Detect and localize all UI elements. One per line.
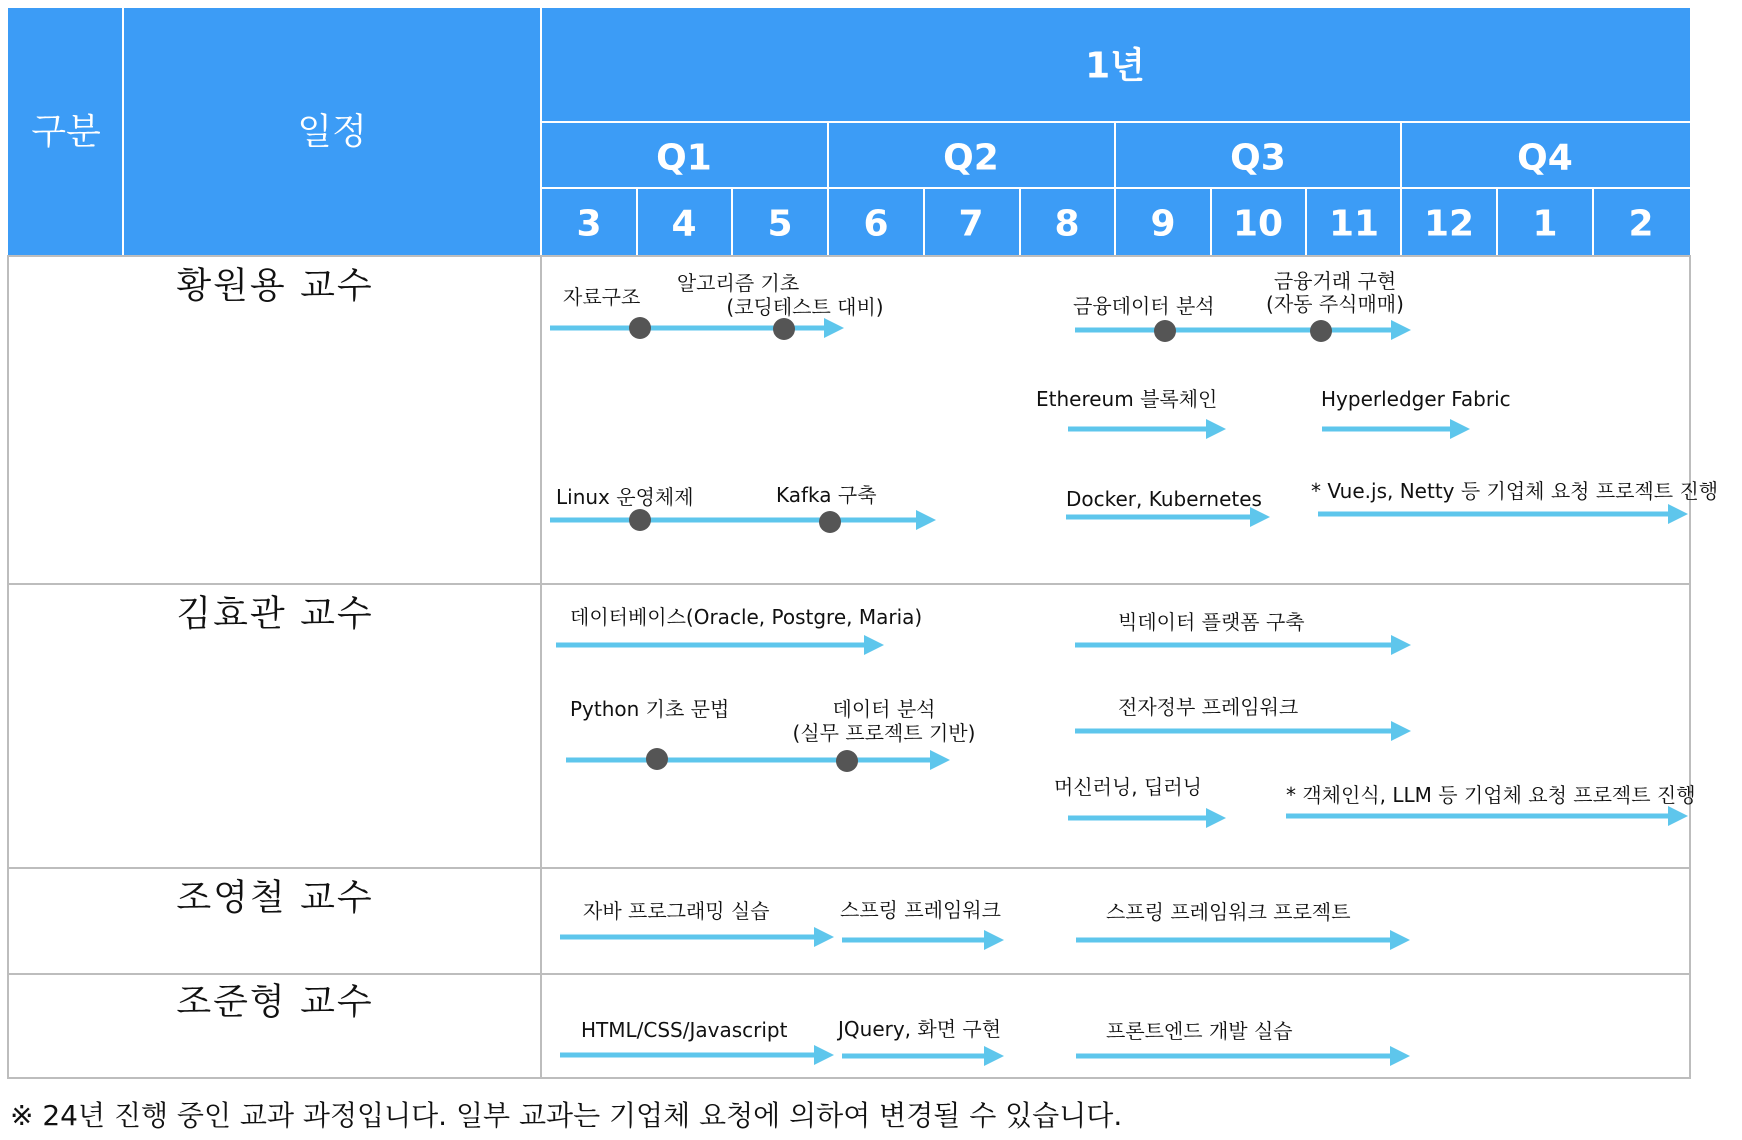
- quarter-q2: Q2: [943, 137, 999, 179]
- month-7: 7: [958, 203, 984, 245]
- label-java: 자바 프로그래밍 실습: [583, 899, 770, 923]
- label-spring: 스프링 프레임워크: [840, 898, 1001, 922]
- milestone-dot: [646, 748, 668, 770]
- table-header: [8, 8, 1690, 256]
- footnote: ※ 24년 진행 중인 교과 과정입니다. 일부 교과는 기업체 요청에 의하여 변경될 수 있습니다.: [10, 1099, 1123, 1132]
- label-docker: Docker, Kubernetes: [1066, 487, 1262, 511]
- professor-name: 조준형 교수: [176, 981, 374, 1023]
- label-data-analysis-sub: (실무 프로젝트 기반): [792, 721, 976, 745]
- row-cho-jh: [176, 982, 1394, 1057]
- label-object-llm: * 객체인식, LLM 등 기업체 요청 프로젝트 진행: [1286, 783, 1696, 807]
- label-hyperledger: Hyperledger Fabric: [1321, 387, 1511, 411]
- label-python: Python 기초 문법: [570, 697, 730, 721]
- milestone-dot: [1310, 320, 1332, 342]
- header-year: 1년: [1085, 45, 1145, 87]
- row-hwang: [176, 266, 1718, 534]
- professor-name: 김효관 교수: [176, 593, 374, 635]
- milestone-dot: [629, 509, 651, 531]
- label-data-structure: 자료구조: [563, 285, 641, 309]
- milestone-dot: [819, 511, 841, 533]
- month-12: 12: [1423, 203, 1475, 245]
- month-6: 6: [863, 203, 889, 245]
- quarter-q1: Q1: [656, 137, 712, 179]
- quarter-q3: Q3: [1230, 137, 1286, 179]
- label-algorithm: 알고리즘 기초: [676, 271, 800, 295]
- milestone-dot: [773, 318, 795, 340]
- professor-name: 황원용 교수: [176, 265, 374, 307]
- quarter-q4: Q4: [1517, 137, 1573, 179]
- month-2: 2: [1628, 203, 1654, 245]
- month-4: 4: [671, 203, 697, 245]
- header-category: 구분: [31, 111, 101, 153]
- row-kim: [176, 594, 1695, 819]
- label-frontend: 프론트엔드 개발 실습: [1106, 1019, 1293, 1043]
- professor-name: 조영철 교수: [176, 877, 374, 919]
- header-schedule: 일정: [297, 111, 367, 153]
- label-spring-project: 스프링 프레임워크 프로젝트: [1106, 900, 1351, 924]
- milestone-dot: [1154, 320, 1176, 342]
- month-11: 11: [1328, 203, 1380, 245]
- label-bigdata: 빅데이터 플랫폼 구축: [1118, 610, 1305, 634]
- month-1: 1: [1532, 203, 1558, 245]
- month-5: 5: [767, 203, 793, 245]
- month-8: 8: [1054, 203, 1080, 245]
- label-egov: 전자정부 프레임워크: [1118, 695, 1299, 719]
- label-jquery: JQuery, 화면 구현: [838, 1017, 1002, 1041]
- label-algorithm-sub: (코딩테스트 대비): [726, 295, 884, 319]
- label-kafka: Kafka 구축: [776, 483, 877, 507]
- body-grid: [8, 256, 1690, 1078]
- month-9: 9: [1150, 203, 1176, 245]
- label-linux: Linux 운영체제: [556, 485, 694, 509]
- label-finance-trade: 금융거래 구현: [1273, 269, 1397, 293]
- label-html: HTML/CSS/Javascript: [581, 1018, 788, 1042]
- milestone-dot: [836, 750, 858, 772]
- label-data-analysis: 데이터 분석: [832, 697, 936, 721]
- label-finance-data: 금융데이터 분석: [1073, 294, 1215, 318]
- label-ml: 머신러닝, 딥러닝: [1054, 775, 1202, 799]
- label-ethereum: Ethereum 블록체인: [1036, 387, 1218, 411]
- row-cho-yc: [176, 878, 1394, 941]
- milestone-dot: [629, 317, 651, 339]
- month-3: 3: [576, 203, 602, 245]
- label-finance-trade-sub: (자동 주식매매): [1266, 292, 1404, 316]
- label-database: 데이터베이스(Oracle, Postgre, Maria): [570, 605, 923, 629]
- label-vue-netty: * Vue.js, Netty 등 기업체 요청 프로젝트 진행: [1311, 479, 1719, 503]
- month-10: 10: [1232, 203, 1284, 245]
